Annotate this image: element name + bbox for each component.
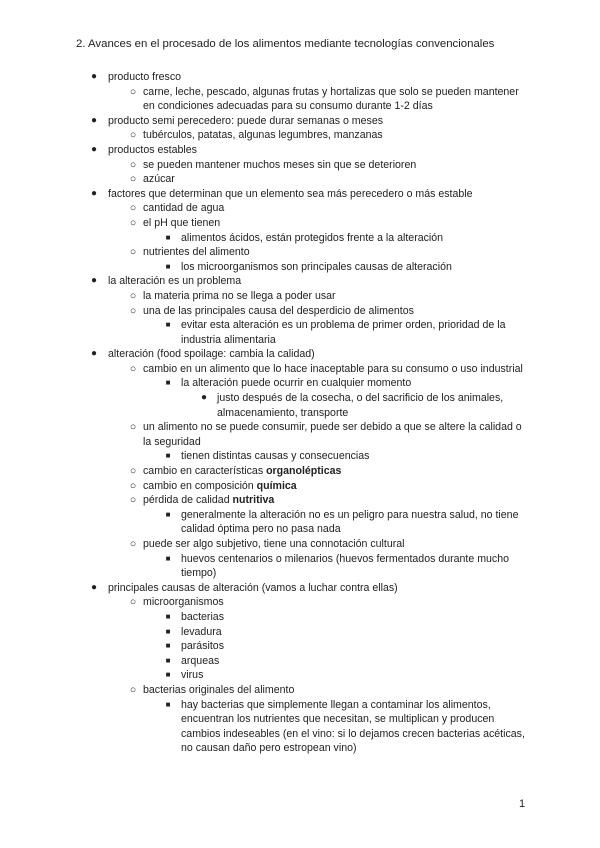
section-title: 2. Avances en el procesado de los alimentos mediante tecnologías convencionales	[76, 38, 495, 50]
bullet-marker: ●	[90, 187, 98, 199]
list-item-text: arqueas	[181, 654, 220, 667]
bullet-marker: ■	[165, 626, 171, 636]
list-item	[90, 274, 528, 289]
bullet-marker: ●	[90, 348, 98, 360]
list-item-text: se pueden mantener muchos meses sin que se deterioren	[143, 158, 417, 171]
list-item-text: cambio en un alimento que lo hace inaceptable para su consumo o uso industrial	[143, 362, 523, 375]
list-item-bold-text: nutritiva	[232, 494, 275, 507]
list-item-text: bacterias originales del alimento	[143, 683, 295, 696]
bullet-marker: ○	[129, 479, 137, 492]
list-item-text: principales causas de alteración (vamos a luchar contra ellas)	[108, 581, 398, 594]
bullet-marker: ○	[129, 683, 137, 696]
list-item-text: un alimento no se puede consumir, puede ser debido a que se altere la calidad o la seguridad	[143, 421, 522, 448]
list-item	[165, 318, 529, 347]
bullet-marker: ■	[165, 641, 171, 651]
list-item-text: azúcar	[143, 173, 175, 186]
bullet-marker: ○	[129, 421, 137, 434]
list-item	[165, 376, 529, 391]
list-item-text: cantidad de agua	[143, 202, 225, 215]
list-item	[165, 260, 529, 275]
bullet-marker: ■	[165, 553, 171, 563]
list-item-text: los microorganismos son principales causas de alteración	[181, 260, 452, 273]
list-item-text: levadura	[181, 625, 222, 638]
list-item	[129, 128, 528, 143]
bullet-marker: ○	[129, 465, 137, 478]
list-item	[129, 85, 528, 114]
list-item-text: virus	[181, 669, 204, 682]
bullet-marker: ■	[165, 451, 171, 461]
list-item	[90, 70, 528, 85]
list-item	[129, 464, 528, 479]
list-item-text: el pH que tienen	[143, 216, 221, 229]
list-item	[129, 201, 528, 216]
bullet-marker: ○	[129, 158, 137, 171]
list-item-text: una de las principales causa del desperdicio de alimentos	[143, 304, 414, 317]
bullet-marker: ●	[200, 392, 208, 404]
list-item	[129, 683, 528, 698]
list-item	[129, 158, 528, 173]
list-item-text: pérdida de calidad	[143, 494, 233, 507]
bullet-marker: ●	[90, 114, 98, 126]
list-item	[129, 493, 528, 508]
list-item	[129, 245, 528, 260]
list-item	[165, 625, 529, 640]
bullet-marker: ■	[165, 378, 171, 388]
list-item-text: producto semi perecedero: puede durar semanas o meses	[108, 114, 384, 127]
list-item-text: carne, leche, pescado, algunas frutas y hortalizas que solo se pueden mantener en condiciones adecuadas para su consumo durante 1-2 días	[143, 85, 519, 113]
list-item	[129, 216, 528, 231]
list-item-text: alteración (food spoilage: cambia la calidad)	[108, 348, 315, 361]
list-item-text: la alteración es un problema	[108, 275, 242, 288]
bullet-marker: ○	[129, 538, 137, 550]
bullet-marker: ■	[165, 232, 171, 242]
bullet-marker: ○	[129, 202, 137, 215]
list-item-text: producto fresco	[108, 71, 182, 83]
list-item	[129, 289, 528, 304]
list-item-text: cambio en características	[143, 465, 267, 478]
list-item-text: justo después de la cosecha, o del sacrificio de los animales, almacenamiento, transporte	[217, 392, 504, 419]
list-item-text: productos estables	[108, 143, 197, 156]
bullet-marker: ○	[129, 304, 137, 317]
bullet-marker: ○	[129, 362, 137, 375]
bullet-marker: ■	[165, 611, 171, 621]
list-item	[165, 610, 529, 625]
list-item	[165, 639, 529, 654]
list-item	[129, 362, 528, 377]
list-item	[165, 231, 529, 246]
list-item-text: nutrientes del alimento	[143, 246, 250, 259]
bullet-marker: ●	[90, 581, 98, 593]
list-item-text: factores que determinan que un elemento sea más perecedero o más estable	[108, 187, 473, 200]
list-item	[90, 347, 528, 362]
list-item-bold-text: química	[256, 479, 297, 492]
list-item	[165, 668, 529, 683]
list-item	[129, 420, 528, 449]
list-item	[90, 581, 528, 596]
bullet-marker: ●	[90, 275, 98, 287]
bullet-marker: ○	[129, 246, 137, 259]
bullet-marker: ○	[129, 289, 137, 302]
list-item	[129, 479, 528, 494]
bullet-marker: ■	[165, 261, 171, 271]
list-item	[129, 595, 528, 610]
bullet-marker: ●	[90, 143, 98, 155]
bullet-marker: ■	[165, 699, 171, 709]
list-item-text: tubérculos, patatas, algunas legumbres, manzanas	[143, 129, 383, 142]
list-item	[90, 114, 528, 129]
list-item-text: evitar esta alteración es un problema de primer orden, prioridad de la industria alimentaria	[181, 319, 506, 346]
bullet-marker: ■	[165, 655, 171, 665]
list-item	[90, 143, 528, 158]
list-item	[165, 654, 529, 669]
bullet-marker: ■	[165, 509, 171, 519]
list-item-text: generalmente la alteración no es un peligro para nuestra salud, no tiene calidad óptima pero no pasa nada	[181, 508, 519, 536]
bullet-marker: ●	[90, 71, 98, 82]
list-item	[200, 391, 529, 420]
bullet-marker: ○	[129, 129, 137, 142]
bullet-marker: ○	[129, 173, 137, 186]
bullet-marker: ○	[129, 85, 137, 98]
bullet-marker: ■	[165, 670, 171, 680]
list-item	[129, 304, 528, 319]
list-item	[165, 698, 529, 756]
list-item-text: cambio en composición	[143, 479, 257, 492]
list-item-bold-text: organolépticas	[266, 465, 342, 478]
list-item-text: parásitos	[181, 640, 224, 653]
list-item	[90, 187, 528, 202]
bullet-list	[0, 70, 600, 756]
list-item-text: alimentos ácidos, están protegidos frente a la alteración	[181, 231, 444, 244]
list-item	[165, 552, 529, 581]
list-item	[129, 537, 528, 552]
list-item	[165, 508, 529, 537]
bullet-marker: ■	[165, 320, 171, 330]
page-number: 1	[519, 798, 526, 810]
bullet-marker: ○	[129, 596, 137, 609]
list-item-text: puede ser algo subjetivo, tiene una connotación cultural	[143, 538, 405, 550]
bullet-marker: ○	[129, 494, 137, 507]
bullet-marker: ○	[129, 216, 137, 229]
list-item-text: bacterias	[181, 610, 224, 623]
list-item-text: microorganismos	[143, 596, 224, 609]
list-item-text: huevos centenarios o milenarios (huevos fermentados durante mucho tiempo)	[181, 552, 510, 580]
list-item-text: hay bacterias que simplemente llegan a contaminar los alimentos, encuentran los nutrientes que necesitan, se multiplican y producen cambios indeseables (en el vino: si lo dejamos crecen bacterias acéticas, no causan daño pero estropean vino)	[181, 698, 525, 755]
list-item	[129, 172, 528, 187]
list-item-text: la alteración puede ocurrir en cualquier momento	[181, 377, 412, 390]
list-item-text: tienen distintas causas y consecuencias	[181, 450, 370, 463]
list-item-text: la materia prima no se llega a poder usar	[143, 289, 336, 302]
list-item	[165, 449, 529, 464]
